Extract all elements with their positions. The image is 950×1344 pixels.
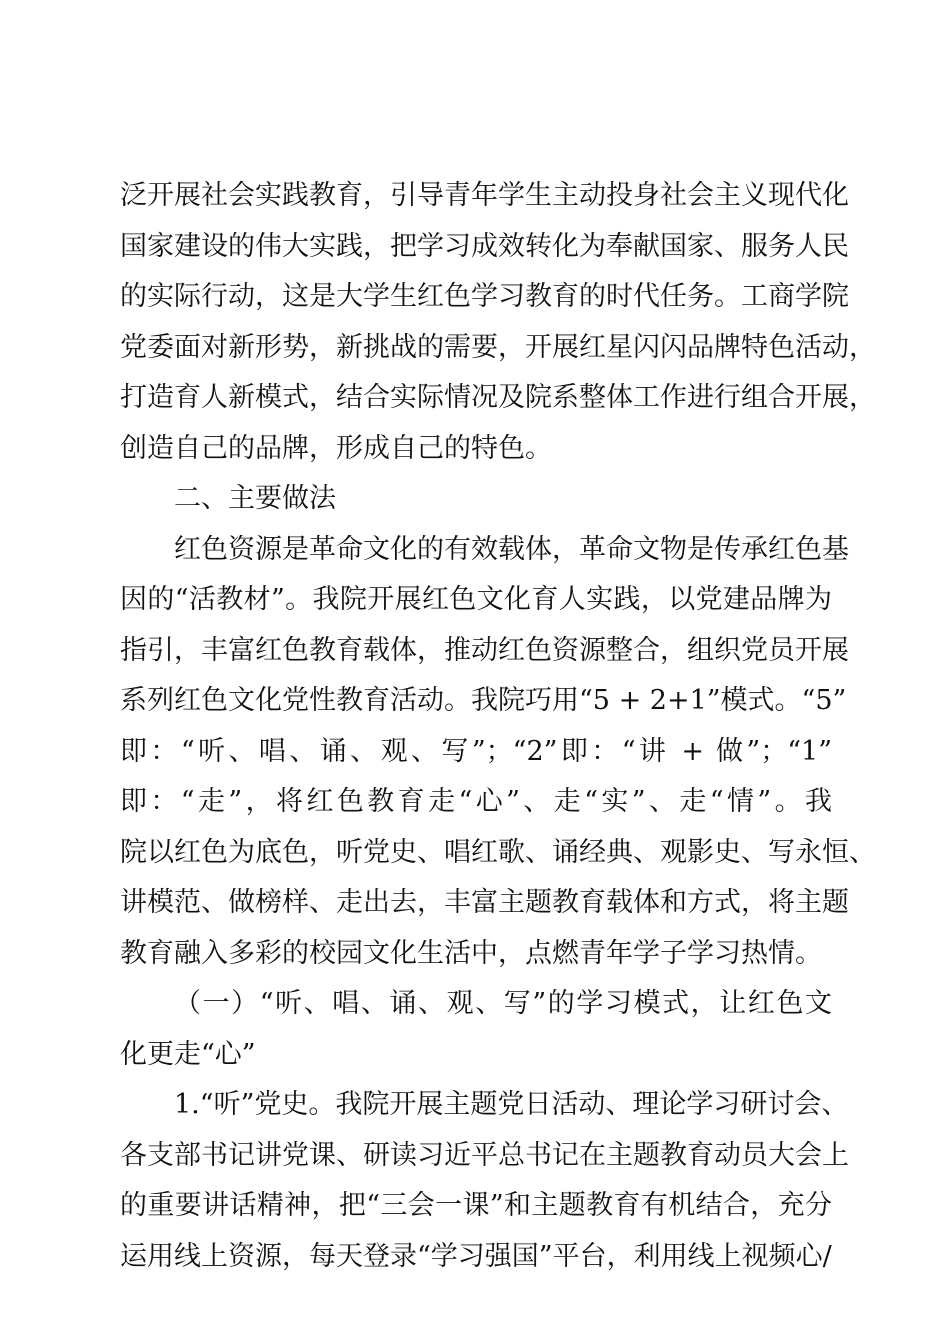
subsection-heading: 化更走“心” — [120, 1038, 256, 1070]
paragraph-line: 即：“听、唱、诵、观、写”；“2”即：“讲 + 做”；“1” — [120, 735, 832, 767]
paragraph-line: 创造自己的品牌，形成自己的特色。 — [120, 432, 552, 464]
paragraph-line: 的实际行动，这是大学生红色学习教育的时代任务。工商学院 — [120, 281, 849, 312]
paragraph-line: 因的“活教材”。我院开展红色文化育人实践，以党建品牌为 — [120, 584, 832, 615]
paragraph-line: 运用线上资源，每天登录“学习强国”平台，利用线上视频心/ — [120, 1240, 832, 1272]
paragraph-line: 即：“走”，将红色教育走“心”、走“实”、走“情”。我 — [120, 786, 832, 817]
paragraph-line: 1.“听”党史。我院开展主题党日活动、理论学习研讨会、 — [174, 1089, 849, 1120]
paragraph-line: 的重要讲话精神，把“三会一课”和主题教育有机结合，充分 — [120, 1190, 832, 1221]
paragraph-line: 指引，丰富红色教育载体，推动红色资源整合，组织党员开展 — [120, 634, 849, 666]
paragraph-line: 系列红色文化党性教育活动。我院巧用“5 + 2+1”模式。“5” — [120, 685, 847, 716]
paragraph-line: 打造育人新模式，结合实际情况及院系整体工作进行组合开展， — [120, 382, 876, 413]
subsection-heading: （一）“听、唱、诵、观、写”的学习模式，让红色文 — [174, 988, 832, 1019]
section-heading: 二、主要做法 — [174, 483, 336, 514]
paragraph-line: 各支部书记讲党课、研读习近平总书记在主题教育动员大会上 — [120, 1139, 849, 1171]
paragraph-line: 教育融入多彩的校园文化生活中，点燃青年学子学习热情。 — [120, 937, 822, 969]
paragraph-line: 院以红色为底色，听党史、唱红歌、诵经典、观影史、写永恒、 — [120, 836, 876, 868]
paragraph-line: 国家建设的伟大实践，把学习成效转化为奉献国家、服务人民 — [120, 230, 849, 262]
paragraph-line: 泛开展社会实践教育，引导青年学生主动投身社会主义现代化 — [120, 180, 849, 211]
paragraph-line: 党委面对新形势，新挑战的需要，开展红星闪闪品牌特色活动， — [120, 331, 876, 363]
paragraph-line: 讲模范、做榜样、走出去，丰富主题教育载体和方式，将主题 — [120, 887, 849, 918]
paragraph-line: 红色资源是革命文化的有效载体，革命文物是传承红色基 — [174, 533, 849, 565]
